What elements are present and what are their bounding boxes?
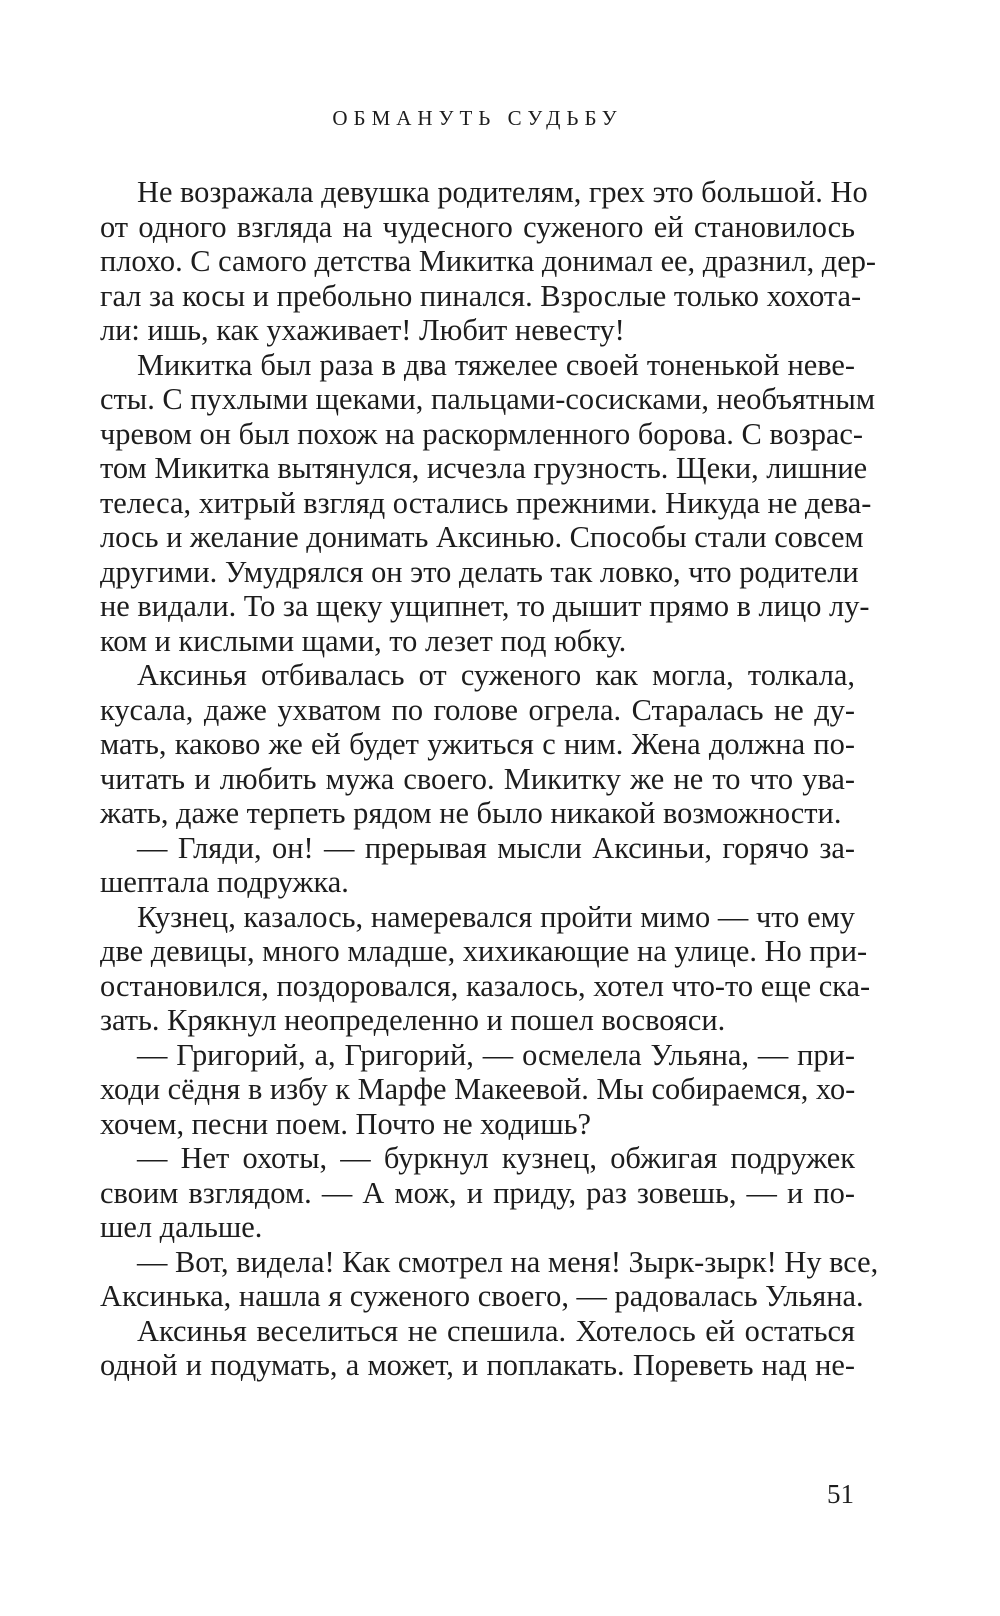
body-text (100, 175, 879, 1383)
text-line: кусала, даже ухватом по голове огрела. Старалась не ду- (100, 692, 855, 727)
text-line: одной и подумать, а может, и поплакать. Пореветь над не- (100, 1348, 855, 1382)
text-line: Аксинька, нашла я суженого своего, — радовалась Ульяна. (100, 1279, 864, 1313)
text-line: своим взглядом. — А мож, и приду, раз зовешь, — и по- (100, 1175, 855, 1210)
text-line: Кузнец, казалось, намеревался пройти мимо — что ему (137, 899, 855, 934)
text-line: ли: ишь, как ухаживает! Любит невесту! (100, 313, 625, 347)
text-line: плохо. С самого детства Микитка донимал ее, дразнил, дер- (100, 244, 877, 278)
text-line: чревом он был похож на раскормленного борова. С возрас- (100, 416, 863, 451)
text-line: Аксинья отбивалась от суженого как могла, толкала, (137, 658, 855, 692)
page-number: 51 (827, 1479, 854, 1509)
text-line: две девицы, много младше, хихикающие на улице. Но при- (100, 934, 868, 968)
text-line: — Гляди, он! — прерывая мысли Аксиньи, горячо за- (137, 830, 855, 865)
text-line: ком и кислыми щами, то лезет под юбку. (100, 623, 627, 658)
text-line: — Вот, видела! Как смотрел на меня! Зырк-зырк! Ну все, (137, 1244, 879, 1279)
text-line: — Григорий, а, Григорий, — осмелела Ульяна, — при- (137, 1037, 855, 1072)
text-line: от одного взгляда на чудесного суженого ей становилось (100, 209, 855, 244)
text-line: читать и любить мужа своего. Микитку же не то что ува- (100, 761, 855, 796)
text-line: лось и желание донимать Аксинью. Способы стали совсем (100, 520, 864, 554)
text-line: не видали. То за щеку ущипнет, то дышит прямо в лицо лу- (100, 589, 870, 623)
text-line: — Нет охоты, — буркнул кузнец, обжигая подружек (137, 1141, 855, 1175)
text-line: другими. Умудрялся он это делать так ловко, что родители (100, 554, 859, 589)
text-line: хочем, песни поем. Почто не ходишь? (100, 1106, 592, 1141)
text-line: мать, каково же ей будет ужиться с ним. Жена должна по- (100, 727, 855, 761)
text-line: Не возражала девушка родителям, грех это большой. Но (137, 175, 868, 209)
text-line: Микитка был раза в два тяжелее своей тоненькой неве- (137, 347, 855, 382)
text-line: сты. С пухлыми щеками, пальцами-сосисками, необъятным (100, 382, 876, 416)
text-line: шептала подружка. (100, 865, 349, 899)
text-line: том Микитка вытянулся, исчезла грузность. Щеки, лишние (100, 451, 868, 485)
text-line: гал за косы и пребольно пинался. Взрослые только хохота- (100, 278, 862, 313)
running-head: ОБМАНУТЬ СУДЬБУ (332, 106, 623, 130)
text-line: остановился, поздоровался, казалось, хотел что-то еще ска- (100, 968, 871, 1003)
text-line: зать. Крякнул неопределенно и пошел восвояси. (100, 1003, 726, 1037)
text-line: Аксинья веселиться не спешила. Хотелось ей остаться (137, 1313, 855, 1348)
text-line: телеса, хитрый взгляд остались прежними. Никуда не дева- (100, 485, 872, 520)
text-line: ходи сёдня в избу к Марфе Макеевой. Мы собираемся, хо- (100, 1072, 856, 1106)
text-line: шел дальше. (100, 1210, 263, 1244)
text-line: жать, даже терпеть рядом не было никакой возможности. (100, 796, 842, 830)
